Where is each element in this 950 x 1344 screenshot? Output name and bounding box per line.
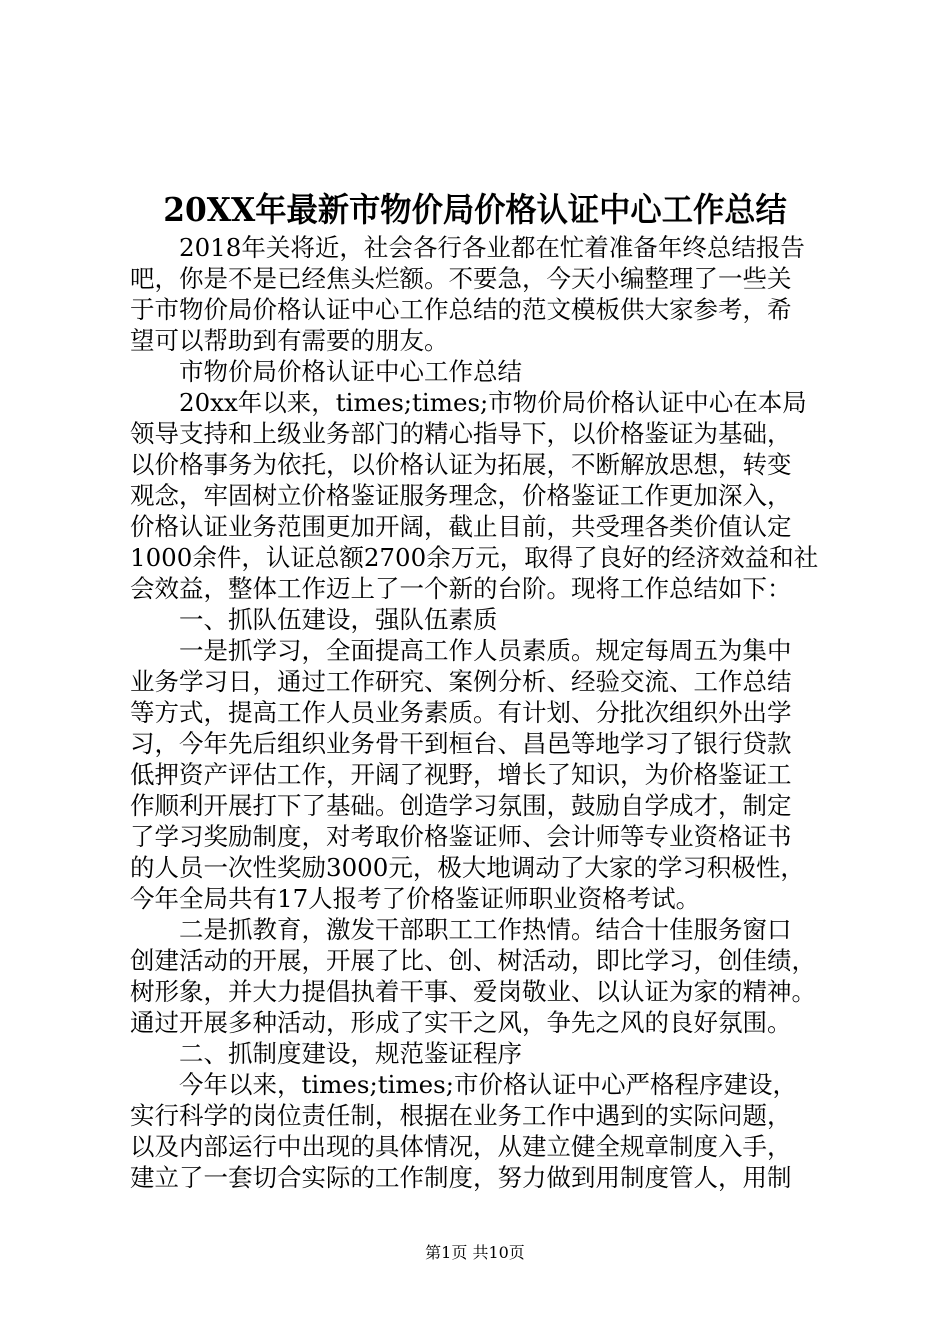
body-line: 一是抓学习，全面提高工作人员素质。规定每周五为集中 [130, 636, 792, 665]
body-line: 以价格事务为依托，以价格认证为拓展，不断解放思想，转变 [130, 450, 792, 479]
body-line: 实行科学的岗位责任制，根据在业务工作中遇到的实际问题， [130, 1101, 792, 1130]
body-line: 创建活动的开展，开展了比、创、树活动，即比学习，创佳绩， [130, 946, 816, 975]
body-line: 今年以来，times;times;市价格认证中心严格程序建设， [130, 1070, 797, 1099]
body-line: 通过开展多种活动，形成了实干之风，争先之风的良好氛围。 [130, 1008, 792, 1037]
document-title: 20XX年最新市物价局价格认证中心工作总结 [163, 190, 787, 229]
body-line: 业务学习日，通过工作研究、案例分析、经验交流、工作总结 [130, 667, 792, 696]
body-line: 树形象，并大力提倡执着干事、爱岗敬业、以认证为家的精神。 [130, 977, 816, 1006]
body-line: 领导支持和上级业务部门的精心指导下，以价格鉴证为基础， [130, 419, 792, 448]
body-line: 等方式，提高工作人员业务素质。有计划、分批次组织外出学 [130, 698, 792, 727]
body-line: 以及内部运行中出现的具体情况，从建立健全规章制度入手， [130, 1132, 792, 1161]
body-line: 的人员一次性奖励3000元，极大地调动了大家的学习积极性， [130, 853, 805, 882]
body-line: 观念，牢固树立价格鉴证服务理念，价格鉴证工作更加深入， [130, 481, 792, 510]
section-heading: 二、抓制度建设，规范鉴证程序 [130, 1039, 522, 1068]
body-line: 吧，你是不是已经焦头烂额。不要急，今天小编整理了一些关 [130, 264, 792, 293]
document-body [130, 232, 842, 1193]
body-line: 2018年关将近，社会各行各业都在忙着准备年终总结报告 [130, 233, 805, 262]
body-line: 20xx年以来，times;times;市物价局价格认证中心在本局 [130, 388, 807, 417]
body-line: 低押资产评估工作，开阔了视野，增长了知识，为价格鉴证工 [130, 760, 792, 789]
body-line: 了学习奖励制度，对考取价格鉴证师、会计师等专业资格证书 [130, 822, 792, 851]
body-line: 于市物价局价格认证中心工作总结的范文模板供大家参考，希 [130, 295, 792, 324]
body-line: 价格认证业务范围更加开阔，截止目前，共受理各类价值认定 [130, 512, 792, 541]
body-line: 建立了一套切合实际的工作制度，努力做到用制度管人，用制 [130, 1163, 792, 1192]
body-line: 会效益，整体工作迈上了一个新的台阶。现将工作总结如下： [130, 574, 792, 603]
body-line: 望可以帮助到有需要的朋友。 [130, 326, 449, 355]
body-line: 二是抓教育，激发干部职工工作热情。结合十佳服务窗口 [130, 915, 792, 944]
section-heading: 市物价局价格认证中心工作总结 [130, 357, 522, 386]
body-line: 习，今年先后组织业务骨干到桓台、昌邑等地学习了银行贷款 [130, 729, 792, 758]
body-line: 作顺利开展打下了基础。创造学习氛围，鼓励自学成才，制定 [130, 791, 792, 820]
body-line: 1000余件，认证总额2700余万元，取得了良好的经济效益和社 [130, 543, 819, 572]
page-footer: 第1页 共10页 [425, 1243, 525, 1262]
body-line: 今年全局共有17人报考了价格鉴证师职业资格考试。 [130, 884, 701, 913]
section-heading: 一、抓队伍建设，强队伍素质 [130, 605, 498, 634]
